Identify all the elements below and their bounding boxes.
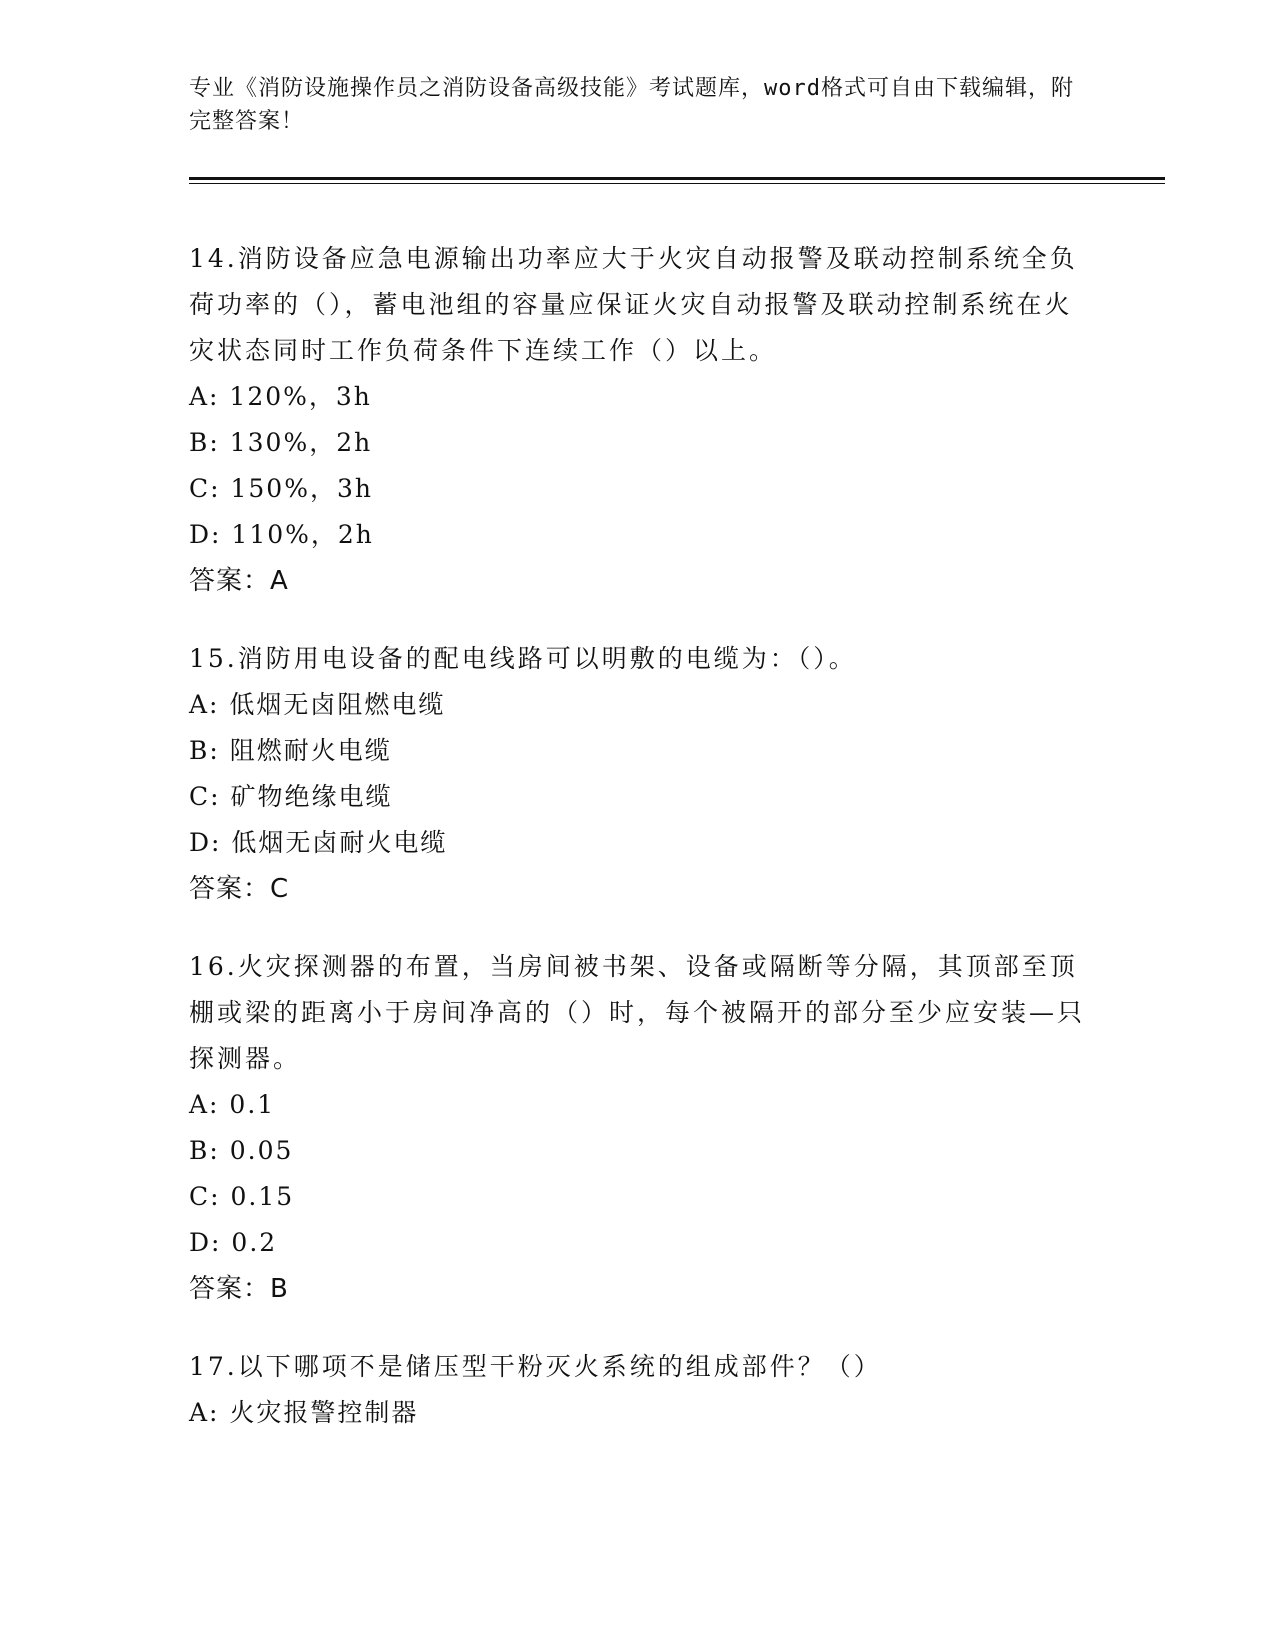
option-b: B: 阻燃耐火电缆 [189,736,392,765]
option-d: D: 0.2 [189,1228,278,1257]
answer: 答案：C [189,874,290,904]
question-text: 15.消防用电设备的配电线路可以明敷的电缆为：（）。 [189,644,857,673]
question-14 [189,236,1089,604]
option-a: A: 火灾报警控制器 [189,1398,419,1427]
option-a: A: 0.1 [189,1090,276,1119]
question-text: 16.火灾探测器的布置，当房间被书架、设备或隔断等分隔，其顶部至顶棚或梁的距离小于房间净高的（）时，每个被隔开的部分至少应安装—只探测器。 [189,952,1086,1073]
option-b: B: 130%，2h [189,428,373,457]
question-16 [189,944,1089,1312]
question-17 [189,1344,1089,1436]
answer: 答案：A [189,566,289,596]
option-a: A: 低烟无卤阻燃电缆 [189,690,446,719]
question-15 [189,636,1089,912]
header-divider-thin [189,183,1165,184]
option-c: C: 0.15 [189,1182,295,1211]
document-header: 专业《消防设施操作员之消防设备高级技能》考试题库，word格式可自由下载编辑，附完整答案！ [189,76,1074,134]
option-d: D: 110%，2h [189,520,374,549]
option-c: C: 矿物绝缘电缆 [189,782,393,811]
question-text: 14.消防设备应急电源输出功率应大于火灾自动报警及联动控制系统全负荷功率的（），蓄电池组的容量应保证火灾自动报警及联动控制系统在火灾状态同时工作负荷条件下连续工作（）以上。 [189,244,1078,365]
header-divider-thick [189,177,1165,180]
answer: 答案：B [189,1274,289,1304]
option-b: B: 0.05 [189,1136,294,1165]
option-a: A: 120%，3h [189,382,372,411]
question-list [189,236,1089,1468]
option-d: D: 低烟无卤耐火电缆 [189,828,448,857]
option-c: C: 150%，3h [189,474,373,503]
question-text: 17.以下哪项不是储压型干粉灭火系统的组成部件？（） [189,1352,882,1381]
